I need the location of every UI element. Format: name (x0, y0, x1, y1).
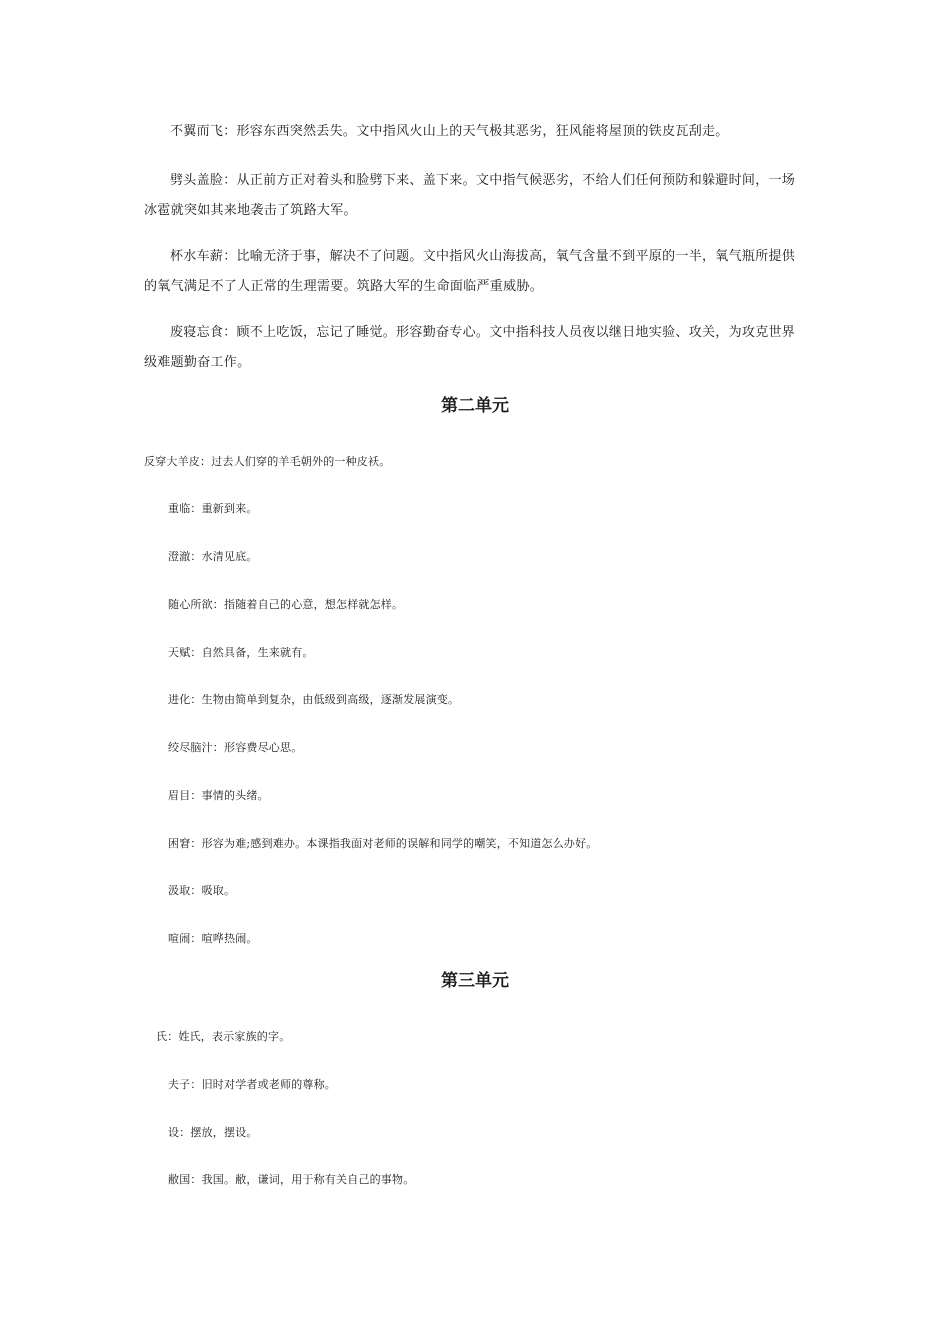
definition-paragraph: 劈头盖脸：从正前方正对着头和脸劈下来、盖下来。文中指气候恶劣，不给人们任何预防和躲避时间，一场冰雹就突如其来地袭击了筑路大军。 (144, 173, 796, 218)
vocab-item: 敝国：我国。敝，谦词，用于称有关自己的事物。 (168, 1173, 415, 1186)
vocab-item: 设：摆放，摆设。 (168, 1126, 258, 1139)
section-heading-unit2: 第二单元 (441, 396, 509, 416)
vocab-item: 反穿大羊皮：过去人们穿的羊毛朝外的一种皮袄。 (144, 455, 391, 468)
vocab-item: 重临：重新到来。 (168, 502, 258, 515)
vocab-item: 澄澈：水清见底。 (168, 550, 258, 563)
vocab-item: 喧闹：喧哗热闹。 (168, 932, 258, 945)
vocab-item: 绞尽脑汁：形容费尽心思。 (168, 741, 303, 754)
definition-paragraph: 不翼而飞：形容东西突然丢失。文中指风火山上的天气极其恶劣，狂风能将屋顶的铁皮瓦刮走。 (170, 124, 729, 139)
definition-paragraph: 杯水车薪：比喻无济于事，解决不了问题。文中指风火山海拔高，氧气含量不到平原的一半，氧气瓶所提供的氧气满足不了人正常的生理需要。筑路大军的生命面临严重威胁。 (144, 249, 796, 294)
section-heading-unit3: 第三单元 (441, 971, 509, 991)
vocab-item: 困窘：形容为难;感到难办。本课指我面对老师的误解和同学的嘲笑，不知道怎么办好。 (168, 837, 598, 850)
vocab-item: 氏：姓氏，表示家族的字。 (156, 1030, 291, 1043)
vocab-item: 进化：生物由简单到复杂，由低级到高级，逐渐发展演变。 (168, 693, 460, 706)
vocab-item: 眉目：事情的头绪。 (168, 789, 269, 802)
vocab-item: 汲取：吸取。 (168, 884, 236, 897)
vocab-item: 天赋：自然具备，生来就有。 (168, 646, 314, 659)
vocab-item: 夫子：旧时对学者或老师的尊称。 (168, 1078, 336, 1091)
definition-paragraph: 废寝忘食：顾不上吃饭，忘记了睡觉。形容勤奋专心。文中指科技人员夜以继日地实验、攻关，为攻克世界级难题勤奋工作。 (144, 325, 796, 370)
vocab-item: 随心所欲：指随着自己的心意，想怎样就怎样。 (168, 598, 404, 611)
